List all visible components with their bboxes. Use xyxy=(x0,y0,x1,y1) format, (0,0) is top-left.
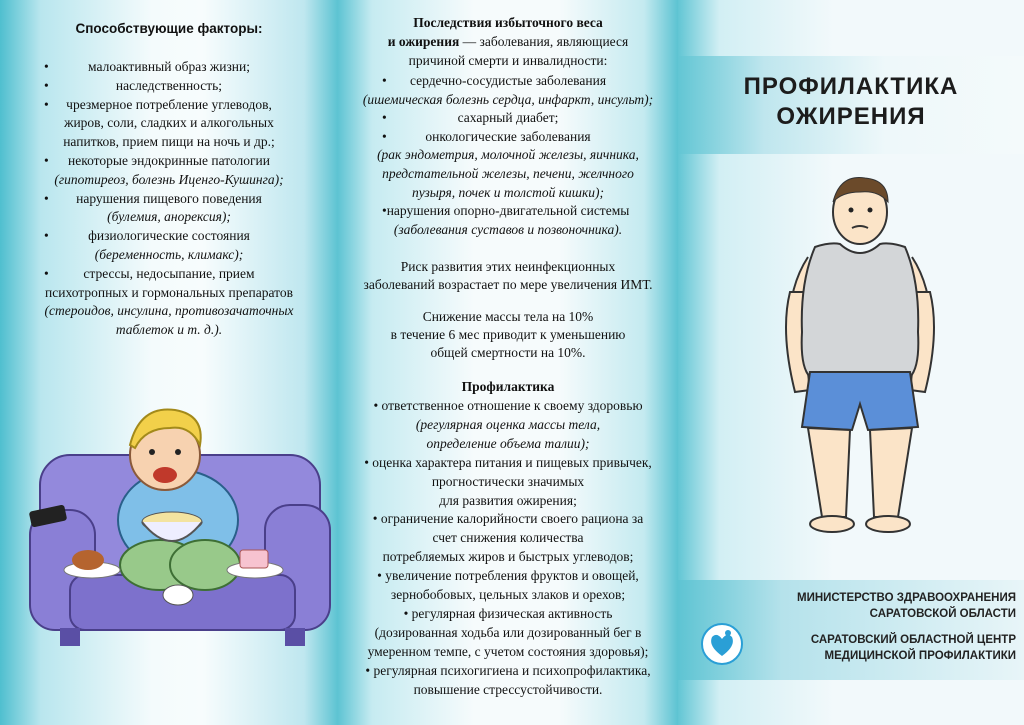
prevention-line-text: определение объема талии); xyxy=(426,435,590,451)
consequences-heading-rest: — заболевания, являющиеся xyxy=(459,34,629,49)
consequence-line xyxy=(338,72,678,90)
risk-factor-line-text: (беременность, климакс); xyxy=(94,247,244,262)
consequence-line xyxy=(338,165,678,183)
consequences-heading-line2 xyxy=(338,33,678,51)
prevention-line xyxy=(338,416,678,434)
prevention-line xyxy=(338,529,678,547)
panel-risk-factors xyxy=(0,0,338,725)
risk-factor-line-text: чрезмерное потребление углеводов, xyxy=(66,96,272,112)
risk-factor-line-text: (гипотиреоз, болезнь Иценго-Кушинга); xyxy=(54,171,284,187)
prevention-line-text: • увеличение потребления фруктов и овощей, xyxy=(377,568,639,584)
prevention-line-text: счет снижения количества xyxy=(432,530,584,546)
consequence-line-text: сердечно-сосудистые заболевания xyxy=(409,73,607,88)
risk-factor-line-text: (стероидов, инсулина, противозачаточных xyxy=(44,303,294,319)
prevention-line xyxy=(338,548,678,566)
risk-factors-heading: Способствующие факторы: xyxy=(75,21,263,36)
bullet: • xyxy=(382,203,387,219)
reduction-line-3: общей смертности на 10%. xyxy=(430,345,586,360)
prevention-line xyxy=(338,643,678,661)
consequences-heading-bold: и ожирения xyxy=(387,34,460,49)
risk-line-1: Риск развития этих неинфекционных xyxy=(400,259,616,274)
consequences-heading-line3: причиной смерти и инвалидности: xyxy=(408,53,608,68)
consequence-line-text: (рак эндометрия, молочной железы, яичника, xyxy=(377,147,639,163)
prevention-line-text: (регулярная оценка массы тела, xyxy=(415,416,601,432)
title-line-1: ПРОФИЛАКТИКА xyxy=(743,73,959,100)
reduction-line-1: Снижение массы тела на 10% xyxy=(422,309,594,324)
bullet: • xyxy=(44,265,49,281)
prevention-line-text: прогностически значимых xyxy=(431,473,585,489)
consequence-line xyxy=(338,109,678,127)
bullet: • xyxy=(382,73,387,88)
health-center-logo xyxy=(700,622,744,666)
prevention-line xyxy=(338,681,678,699)
prevention-line-text: • регулярная психогигиена и психопрофилактика, xyxy=(365,662,651,678)
prevention-line xyxy=(338,586,678,604)
prevention-line-text: • оценка характера питания и пищевых привычек, xyxy=(364,454,652,470)
ministry-line-1: МИНИСТЕРСТВО ЗДРАВООХРАНЕНИЯ xyxy=(797,592,1016,604)
risk-factor-line-text: физиологические состояния xyxy=(88,228,250,244)
prevention-line xyxy=(338,435,678,453)
bullet: • xyxy=(44,153,49,168)
consequence-line-text: (ишемическая болезнь сердца, инфаркт, инсульт); xyxy=(362,91,654,107)
consequence-line xyxy=(338,146,678,164)
consequences-heading-line1: Последствия избыточного веса xyxy=(413,15,603,30)
consequence-line-text: нарушения опорно-двигательной системы xyxy=(386,203,630,219)
risk-factor-line-text: (булемия, анорексия); xyxy=(107,209,231,225)
consequence-line xyxy=(338,221,678,239)
ministry-line-2: САРАТОВСКОЙ ОБЛАСТИ xyxy=(869,608,1016,620)
consequence-line-text: сахарный диабет; xyxy=(457,110,559,126)
bullet: • xyxy=(44,77,49,93)
risk-factor-line-text: стрессы, недосыпание, прием xyxy=(83,265,255,281)
reduction-line-2: в течение 6 мес приводит к уменьшению xyxy=(390,327,626,342)
prevention-line-text: • ограничение калорийности своего рациона за xyxy=(372,511,644,527)
risk-factor-line-text: жиров, соли, сладких и алкогольных xyxy=(64,115,274,131)
consequence-line-text: (заболевания суставов и позвоночника). xyxy=(393,221,623,237)
prevention-line xyxy=(338,624,678,642)
prevention-line xyxy=(338,473,678,491)
prevention-line-text: для развития ожирения; xyxy=(439,492,577,508)
title-line-2: ОЖИРЕНИЯ xyxy=(776,103,926,130)
consequence-line-text: предстательной железы, печени, желчного xyxy=(382,166,634,181)
risk-factor-line-text: наследственность; xyxy=(115,77,223,93)
consequence-line xyxy=(338,202,678,220)
prevention-line xyxy=(338,567,678,585)
prevention-line xyxy=(338,454,678,472)
consequence-line xyxy=(338,128,678,146)
prevention-heading: Профилактика xyxy=(461,379,555,394)
bullet: • xyxy=(44,190,49,206)
risk-line-2: заболеваний возрастает по мере увеличения ИМТ. xyxy=(363,277,653,292)
risk-factor-line-text: некоторые эндокринные патологии xyxy=(67,153,270,168)
prevention-line xyxy=(338,662,678,680)
bullet: • xyxy=(44,96,49,112)
prevention-line-text: потребляемых жиров и быстрых углеводов; xyxy=(382,549,634,565)
risk-factor-line-text: малоактивный образ жизни; xyxy=(88,59,250,74)
prevention-line xyxy=(338,605,678,623)
consequence-line-text: пузыря, почек и толстой кишки); xyxy=(411,184,605,200)
prevention-line xyxy=(338,510,678,528)
footer-band xyxy=(678,580,1024,680)
prevention-line-text: повышение стрессустойчивости. xyxy=(413,681,603,697)
risk-factor-line-text: нарушения пищевого поведения xyxy=(76,190,262,206)
prevention-line-text: • регулярная физическая активность xyxy=(403,605,613,621)
prevention-line xyxy=(338,492,678,510)
panel-consequences xyxy=(338,0,678,725)
prevention-line-text: зернобобовых, цельных злаков и орехов; xyxy=(390,587,626,602)
risk-factor-line-text: напитков, прием пищи на ночь и др.; xyxy=(63,134,275,150)
consequence-line xyxy=(338,91,678,109)
center-line-1: САРАТОВСКИЙ ОБЛАСТНОЙ ЦЕНТР xyxy=(810,634,1016,646)
bullet: • xyxy=(44,228,49,244)
overweight-man-illustration xyxy=(760,172,960,552)
prevention-line-text: (дозированная ходьба или дозированный бег в xyxy=(374,624,642,640)
bullet: • xyxy=(382,128,387,144)
child-on-couch-illustration xyxy=(0,0,338,725)
consequence-line-text: онкологические заболевания xyxy=(425,128,591,144)
center-line-2: МЕДИЦИНСКОЙ ПРОФИЛАКТИКИ xyxy=(824,650,1016,662)
risk-factor-line-text: таблеток и т. д.). xyxy=(115,322,223,338)
prevention-line xyxy=(338,397,678,415)
prevention-line-text: умеренном темпе, с учетом состояния здоровья); xyxy=(367,643,649,659)
title-band xyxy=(678,56,1024,154)
risk-factor-line-text: психотропных и гормональных препаратов xyxy=(45,284,293,300)
bullet: • xyxy=(382,110,387,126)
prevention-line-text: • ответственное отношение к своему здоровью xyxy=(373,398,643,413)
consequence-line xyxy=(338,184,678,202)
bullet: • xyxy=(44,59,49,74)
